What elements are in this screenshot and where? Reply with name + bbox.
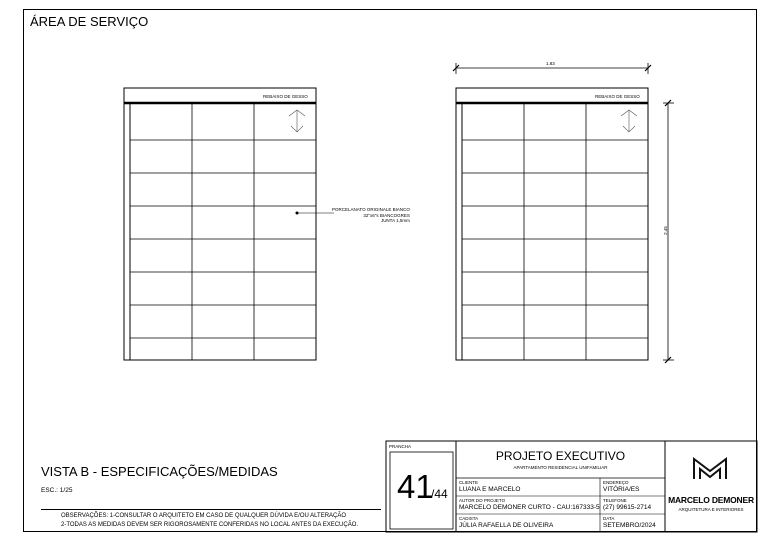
tile-note-line: PORCELANATO ORIGINALE BIANCO	[332, 207, 410, 212]
observation-line: 2-TODAS AS MEDIDAS DEVEM SER RIGOROSAMENTE CONFERIDAS NO LOCAL ANTES DA EXECUÇÃO.	[61, 522, 359, 528]
elevation-right	[453, 63, 674, 363]
tile-note-line: JUNTA 1,5mm	[380, 218, 410, 223]
sheet-total: /44	[431, 487, 448, 501]
observations	[41, 509, 381, 530]
tile-note-line: 32"x6"s BIANCOGRES	[363, 212, 410, 218]
drafter-value: JÚLIA RAFAELLA DE OLIVEIRA	[459, 522, 554, 529]
ceiling-label-right: REBAIXO DE GESSO	[595, 94, 640, 99]
tile-grid-right	[462, 103, 648, 360]
logo-tagline: ARQUITETURA E INTERIORES	[678, 507, 744, 512]
author-label: AUTOR DO PROJETO	[459, 498, 506, 503]
phone-value: (27) 99615-2714	[603, 504, 652, 511]
ceiling-label-left: REBAIXO DE GESSO	[263, 94, 308, 99]
tile-note	[332, 207, 410, 224]
client-value: LUANA E MARCELO	[459, 486, 521, 493]
sheet-number: 41	[397, 468, 434, 505]
project-subtitle: APARTAMENTO RESIDENCIAL UNIFAMILIAR	[513, 465, 608, 470]
wall-right	[456, 103, 648, 360]
logo-mark	[694, 459, 726, 479]
outlet-symbol-left	[289, 110, 305, 132]
phone-label: TELEFONE	[603, 498, 627, 503]
project-title: PROJETO EXECUTIVO	[495, 449, 626, 463]
logo-name: MARCELO DEMONER	[668, 495, 754, 505]
client-label: CLIENTE	[459, 480, 479, 485]
height-dimension-label: 2.45	[662, 226, 668, 235]
tile-grid-left	[130, 103, 316, 360]
address-label: ENDEREÇO	[603, 480, 629, 485]
scale-label: ESC.: 1/25	[41, 487, 73, 494]
elevation-left	[124, 88, 334, 360]
drawing-title: ÁREA DE SERVIÇO	[30, 14, 149, 29]
sheet-label: PRANCHA	[389, 444, 412, 449]
observation-line: OBSERVAÇÕES: 1-CONSULTAR O ARQUITETO EM CASO DE QUALQUER DÚVIDA E/OU ALTERAÇÃO	[61, 513, 347, 519]
view-title: VISTA B - ESPECIFICAÇÕES/MEDIDAS	[41, 464, 278, 479]
outlet-symbol-right	[621, 110, 637, 132]
drafter-label: CADISTA	[459, 516, 479, 521]
wall-left	[124, 103, 316, 360]
author-value: MARCELO DEMONER CURTO - CAU:167333-5	[459, 504, 600, 511]
date-value: SETEMBRO/2024	[603, 522, 656, 529]
width-dimension-label: 1.83	[546, 61, 555, 66]
address-value: VITÓRIA/ES	[603, 486, 640, 493]
date-label: DATA	[603, 516, 615, 521]
